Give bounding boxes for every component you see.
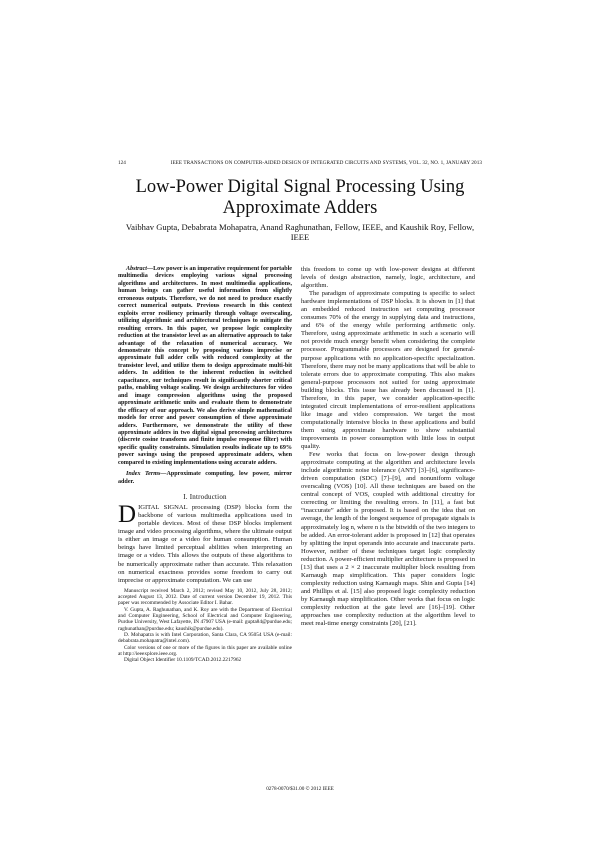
section-heading-introduction: I. Introduction bbox=[183, 493, 227, 502]
abstract-label: Abstract— bbox=[126, 266, 154, 272]
author-list: Vaibhav Gupta, Debabrata Mohapatra, Anand Raghunathan, Fellow, IEEE, and Kaushik Roy, Fellow, IEEE bbox=[125, 222, 475, 242]
intro-paragraph bbox=[118, 501, 292, 584]
page-number: 124 bbox=[118, 160, 126, 166]
index-terms-text: Approximate computing, low power, mirror adder. bbox=[118, 471, 293, 485]
copyright-footer: 0278-0070/$31.00 © 2012 IEEE bbox=[266, 786, 334, 792]
drop-cap: D bbox=[118, 501, 137, 529]
index-terms-label: Index Terms— bbox=[126, 471, 167, 478]
abstract bbox=[118, 266, 292, 467]
right-column bbox=[301, 266, 475, 628]
footnote-doi: Digital Object Identifier 10.1109/TCAD.2012.2217962 bbox=[124, 657, 242, 664]
footnote-affiliation-purdue: V. Gupta, A. Raghunathan, and K. Roy are with the Department of Electrical and Computer Engineering, School of Electrical and Computer Engineering, Purdue University, West Lafayette, IN 47907 USA (e-mail: gupta84@purdue.edu; raghunathan@purdue.edu; kaushik@purdue.edu). bbox=[118, 606, 292, 632]
body-paragraph-paradigm: The paradigm of approximate computing is specific to select hardware implementations of DSP blocks. It is shown in [1] that an embedded reduced instruction set computing processor consumes 70% of the energy in supplying data and instructions, and 6% of the energy while performing arithmetic only. Therefore, using approximate arithmetic in such a scenario will not provide much energy benefit when considering the complete processor. Programmable processors are designed for general-purpose applications with no application-specific specialization. Therefore, there may not be many applications that will be able to tolerate errors due to approximate computing. This also makes general-purpose processors not suited for using approximate building blocks. This issue has already been discussed in [1]. Therefore, in this paper, we consider application-specific integrated circuit implementations of error-resilient applications like image and video compression. We target the most computationally intensive blocks in these applications and build them using approximate hardware to show substantial improvements in power consumption with little loss in output quality. bbox=[301, 290, 475, 451]
paper-title bbox=[118, 177, 482, 219]
index-terms bbox=[118, 471, 292, 486]
footnotes bbox=[118, 588, 292, 664]
body-paragraph-continued: this freedom to come up with low-power designs at different levels of design abstraction, namely, logic, architecture, and algorithm. bbox=[301, 266, 475, 290]
footnote-manuscript: Manuscript received March 2, 2012; revised May 10, 2012, July 28, 2012; accepted August 13, 2012. Date of current version December 19, 2012. This paper was recommended by Associate Editor I. Bahar. bbox=[118, 587, 292, 607]
body-paragraph-related-work: Few works that focus on low-power design through approximate computing at the algorithm and architecture levels include algorithmic noise tolerance (ANT) [3]–[6], significance-driven computation (SDC) [7]–[9], and nonuniform voltage overscaling (VOS) [10]. All these techniques are based on the central concept of VOS, coupled with additional circuitry for correcting or limiting the resulting errors. In [11], a fast but “inaccurate” adder is proposed. It is based on the idea that on average, the length of the longest sequence of propagate signals is approximately log n, where n is the bitwidth of the two integers to be added. An error-tolerant adder is proposed in [12] that operates by splitting the input operands into accurate and inaccurate parts. However, neither of these techniques target logic complexity reduction. A power-efficient multiplier architecture is proposed in [13] that uses a 2 × 2 inaccurate multiplier block resulting from Karnaugh map simplification. This paper considers logic complexity reduction using Karnaugh maps. Shin and Gupta [14] and Phillips et al. [15] also proposed logic complexity reduction by Karnaugh map simplification. Other works that focus on logic complexity reduction at the gate level are [16]–[19]. Other approaches use complexity reduction at the algorithm level to meet real-time energy constraints [20], [21]. bbox=[301, 451, 475, 628]
title-line-2: Approximate Adders bbox=[222, 198, 378, 218]
left-column bbox=[118, 266, 292, 664]
intro-text: IGITAL SIGNAL processing (DSP) blocks form the backbone of various multimedia applications used in portable devices. Most of these DSP blocks implement image and video processing algorithms, where the ultimate output is either an image or a video for human consumption. Human beings have limited perceptual abilities when interpreting an image or a video. This allows the outputs of these algorithms to be numerically approximate rather than accurate. This relaxation on numerical exactness provides some freedom to carry out imprecise or approximate computation. We can use bbox=[118, 504, 292, 584]
footnote-affiliation-intel: D. Mohapatra is with Intel Corporation, Santa Clara, CA 95054 USA (e-mail: debabrata.mohapatra@intel.com). bbox=[118, 632, 292, 645]
title-line-1: Low-Power Digital Signal Processing Using bbox=[135, 177, 465, 197]
journal-header: IEEE TRANSACTIONS ON COMPUTER-AIDED DESIGN OF INTEGRATED CIRCUITS AND SYSTEMS, VOL. 32, NO. 1, JANUARY 2013 bbox=[170, 160, 482, 166]
abstract-text: Low power is an imperative requirement for portable multimedia devices employing various signal processing algorithms and architectures. In most multimedia applications, human beings can gather useful information from slightly erroneous outputs. Therefore, we do not need to produce exactly correct numerical outputs. Previous research in this context exploits error resiliency primarily through voltage overscaling, utilizing algorithmic and architectural techniques to mitigate the resulting errors. In this paper, we propose logic complexity reduction at the transistor level as an alternative approach to take advantage of the relaxation of numerical accuracy. We demonstrate this concept by proposing various imprecise or approximate full adder cells with reduced complexity at the transistor level, and utilize them to design approximate multi-bit adders. In addition to the inherent reduction in switched capacitance, our techniques result in significantly shorter critical paths, enabling voltage scaling. We design architectures for video and image compression algorithms using the proposed approximate arithmetic units and evaluate them to demonstrate the efficacy of our approach. We also derive simple mathematical models for error and power consumption of these approximate adders. Furthermore, we demonstrate the utility of these approximate adders in two digital signal processing architectures (discrete cosine transform and finite impulse response filter) with specific quality constraints. Simulation results indicate up to 69% power savings using the proposed approximate adders, when compared to existing implementations using accurate adders. bbox=[118, 266, 292, 466]
footnote-color-versions: Color versions of one or more of the figures in this paper are available online at http://ieeexplore.ieee.org. bbox=[118, 644, 292, 658]
